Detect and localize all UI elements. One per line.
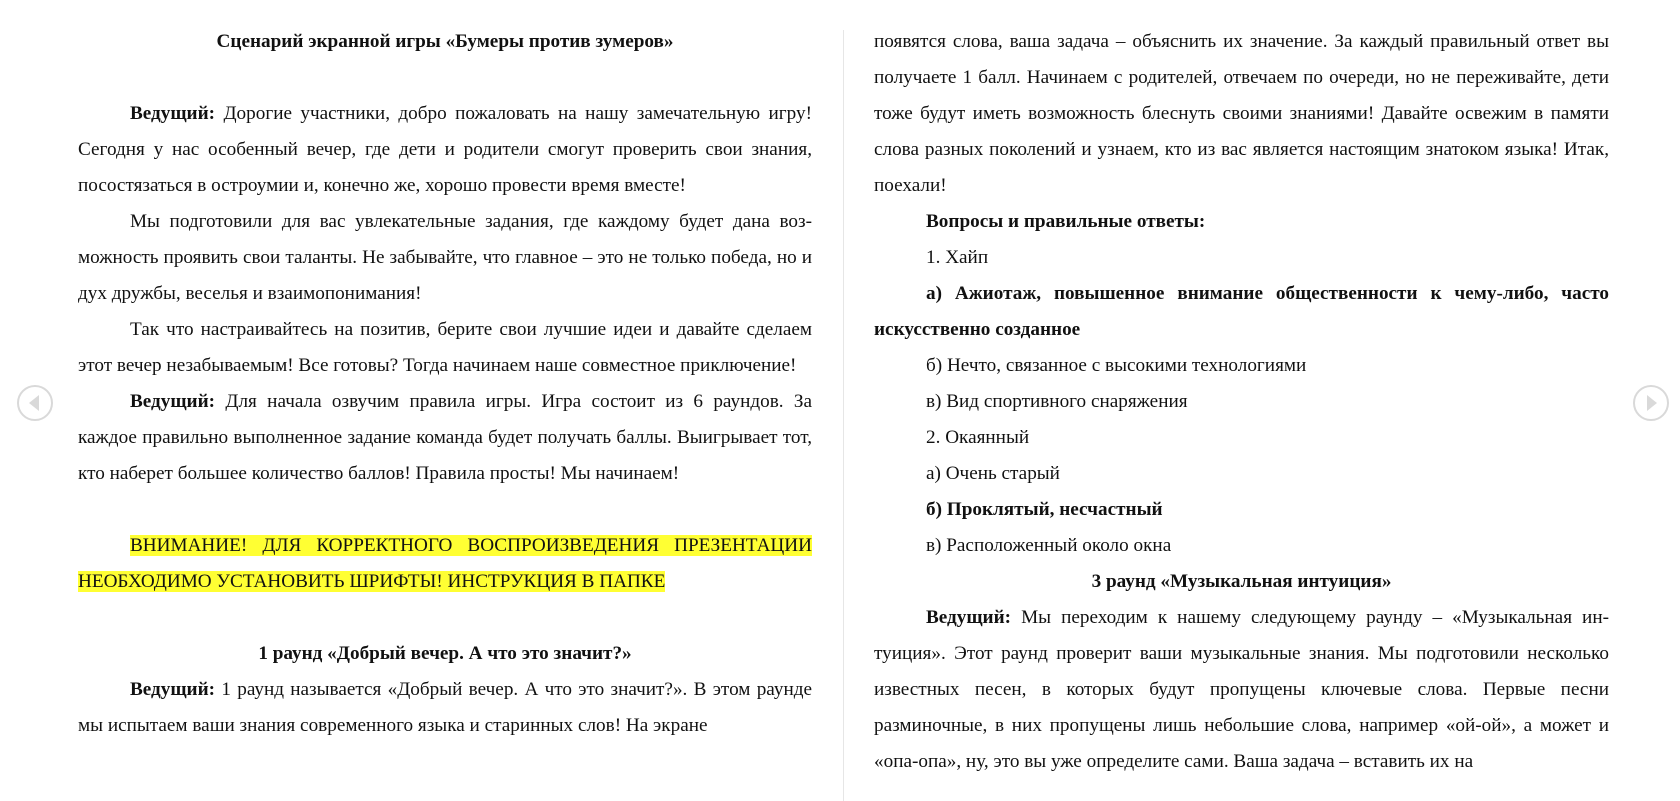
question-1: 1. Хайп — [926, 247, 989, 268]
speaker-label: Ведущий: — [130, 679, 216, 700]
paragraph-round1-intro: Ведущий: 1 раунд называется «Добрый вечер. А что это значит?». В этом раунде мы испытаем ваши знания современного языка и старинных слов! На экране — [78, 679, 812, 736]
arrow-left-icon — [29, 395, 39, 411]
previous-page-button[interactable] — [17, 385, 53, 421]
speaker-label: Ведущий: — [926, 607, 1012, 628]
speaker-label: Ведущий: — [130, 103, 216, 124]
qa-heading: Вопросы и правильные ответы: — [926, 211, 1206, 232]
highlighted-warning: ВНИМАНИЕ! ДЛЯ КОРРЕКТНОГО ВОСПРОИЗВЕДЕНИЯ ПРЕЗЕНТАЦИИ НЕОБХОДИМО УСТАНОВИТЬ ШРИФТЫ! ИНСТРУКЦИЯ В ПАПКЕ — [78, 535, 812, 592]
next-page-button[interactable] — [1633, 385, 1669, 421]
answer-2b-correct: б) Проклятый, несчастный — [926, 499, 1163, 520]
paragraph-round1-continued: появятся слова, ваша задача – объяснить их значение. За каждый правильный ответ вы получаете 1 балл. Начинаем с родителей, отвечаем по очереди, но не переживайте, дети тоже будут иметь возможность блеснуть своими знаниями! Давайте освежим в памяти слова разных поколений и узнаем, кто из вас является настоящим знатоком языка! Итак, поехали! — [874, 31, 1609, 196]
round3-title: 3 раунд «Музыкальная интуиция» — [1091, 571, 1392, 592]
answer-1a-correct: а) Ажиотаж, повышенное внимание общественности к чему-либо, часто искусственно созданное — [874, 283, 1609, 340]
warning-note — [78, 528, 812, 600]
paragraph-tasks: Мы подготовили для вас увлекательные задания, где каждому будет дана возможность проявить свои таланты. Не забывайте, что главное – это не только победа, но и дух дружбы, веселья и взаимопонимания! — [78, 211, 812, 304]
answer-1c: в) Вид спортивного снаряжения — [926, 391, 1188, 412]
round1-title: 1 раунд «Добрый вечер. А что это значит?» — [258, 643, 632, 664]
speaker-label: Ведущий: — [130, 391, 216, 412]
answer-2a: а) Очень старый — [926, 463, 1060, 484]
paragraph-rules: Ведущий: Для начала озвучим правила игры. Игра состоит из 6 раундов. За каждое правильно выполненное задание команда будет получать баллы. Выигрывает тот, кто наберет большее количество баллов! Правила просты! Мы начинаем! — [78, 391, 812, 484]
question-2: 2. Окаянный — [926, 427, 1030, 448]
answer-2c: в) Расположенный около окна — [926, 535, 1172, 556]
paragraph-host-greeting: Ведущий: Дорогие участники, добро пожаловать на нашу замечательную игру! Сегодня у нас особенный вечер, где дети и родители смогут проверить свои знания, посостязаться в остроумии и, конечно же, хорошо провести время вместе! — [78, 103, 812, 196]
document-title: Сценарий экранной игры «Бумеры против зумеров» — [216, 31, 674, 52]
paragraph-round3-intro: Ведущий: Мы переходим к нашему следующему раунду – «Музыкальная интуиция». Этот раунд проверит ваши музыкальные знания. Мы подготовили несколько известных песен, в которых будут пропущены ключевые слова. Первые песни разминочные, в них пропущены лишь небольшие слова, например «ой-ой», а может и «опа-опа», ну, это вы уже определите сами. Ваша задача – вставить их на — [874, 607, 1609, 772]
paragraph-positive: Так что настраивайтесь на позитив, берите свои лучшие идеи и давайте сделаем этот вечер незабываемым! Все готовы? Тогда начинаем наше совместное приключение! — [78, 319, 812, 376]
answer-1b: б) Нечто, связанное с высокими технологиями — [926, 355, 1307, 376]
right-page — [874, 0, 1609, 780]
left-page — [78, 0, 812, 744]
page-divider — [843, 30, 844, 801]
arrow-right-icon — [1647, 395, 1657, 411]
